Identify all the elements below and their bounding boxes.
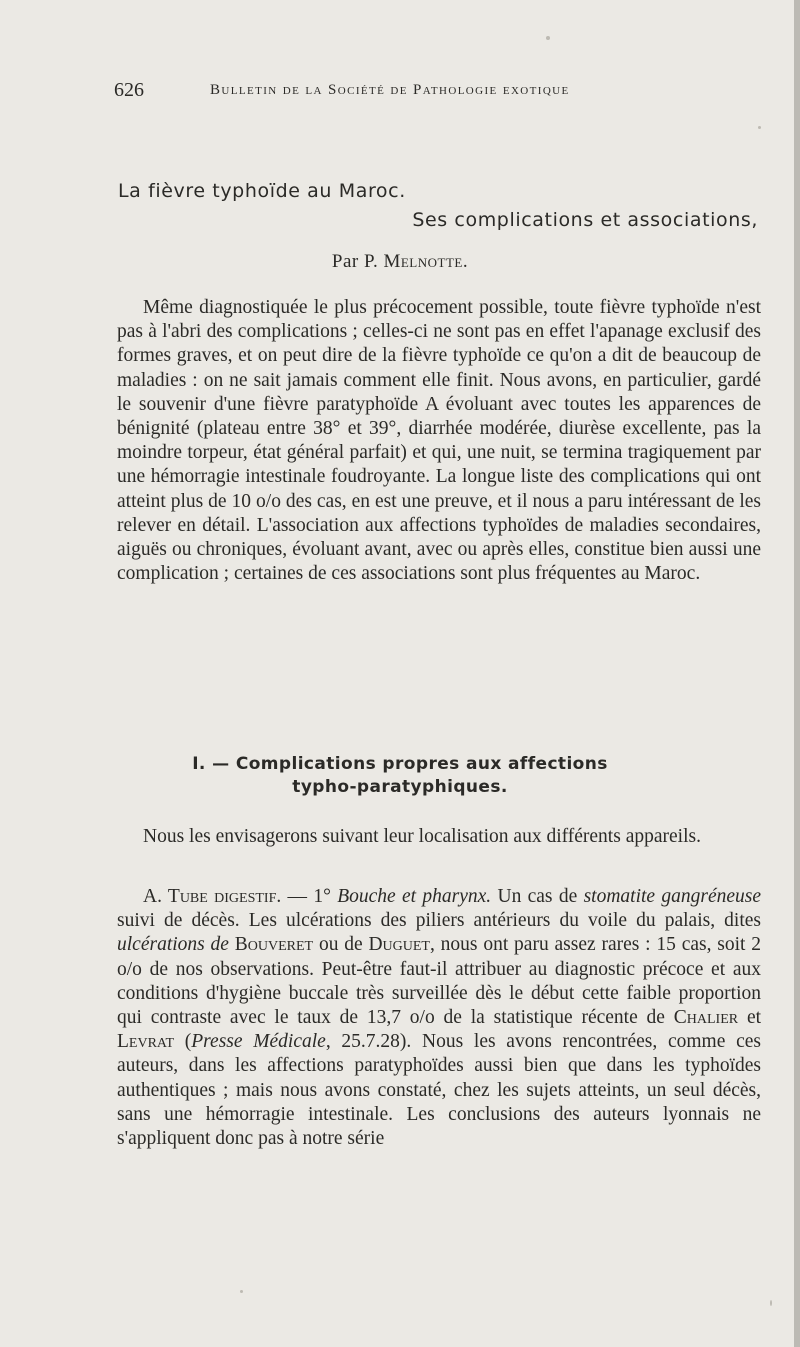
author-levrat: Levrat <box>117 1031 175 1053</box>
term-ulcerations: ulcérations de <box>117 934 229 956</box>
body-text: et <box>746 1007 762 1029</box>
subsection-a-paragraph <box>117 885 761 1151</box>
section-lead-paragraph: Nous les envisagerons suivant leur localisation aux différents appareils. <box>143 826 701 847</box>
body-text: Un cas de <box>497 886 578 907</box>
paper-speck <box>770 1300 772 1306</box>
author-chalier: Chalier <box>673 1007 739 1029</box>
paper-speck <box>546 36 550 40</box>
dash: — <box>287 886 308 907</box>
page-number: 626 <box>114 79 144 101</box>
byline-prefix: Par P. <box>331 251 379 272</box>
page-header <box>114 79 764 105</box>
running-title: Bulletin de la Société de Pathologie exotique <box>210 82 570 98</box>
subsection-label: A. Tube digestif. <box>143 886 282 907</box>
intro-paragraph: Même diagnostiquée le plus précocement possible, toute fièvre typhoïde n'est pas à l'abri des complications ; celles-ci ne sont pas en effet l'apanage exclusif des formes graves, et on peut dire de la fièvre typhoïde ce qu'on a dit de beaucoup de maladies : on ne sait jamais comment elle finit. Nous avons, en particulier, gardé le souvenir d'une fièvre paratyphoïde A évoluant avec toutes les apparences de bénignité (plateau entre 38° et 39°, diarrhée modérée, diurèse excellente, pas la moindre torpeur, état général parfait) et qui, une nuit, se termina tragiquement par une hémorragie intestinale foudroyante. La longue liste des complications qui ont atteint plus de 10 o/o des cas, en est une preuve, et il nous a paru intéressant de les relever en détail. L'association aux affections typhoïdes de maladies secondaires, aiguës ou chroniques, évoluant avant, avec ou après elles, constitue bien aussi une complication ; certaines de ces associations sont plus fréquentes au Maroc. <box>117 297 761 585</box>
body-text: suivi de décès. Les ulcérations des piliers antérieurs du voile du palais, dites <box>117 910 761 932</box>
body-text: , nous ont paru assez rares : 15 cas, soit 2 o/o de nos observations. Peut-être faut-il attribuer au diagnostic précoce et aux conditions d'hygiène buccale très surveillée dès le début cette faible proportion qui contraste avec le taux de 13,7 o/o de la statistique récente de <box>117 934 762 1029</box>
page-edge-shadow <box>794 0 800 1347</box>
section-heading-line1: I. — Complications propres aux affections <box>192 754 608 774</box>
term-stomatite: stomatite gangréneuse <box>583 886 762 907</box>
author-duguet: Duguet <box>368 934 430 956</box>
byline <box>0 251 800 273</box>
body-text: , 25.7.28). Nous les avons rencontrées, comme ces auteurs, dans les affections paratyphoïdes aussi bien que dans les typhoïdes authentiques ; mais nous avons constaté, chez les sujets atteints, un seul décès, sans une hémorragie intestinale. Les conclusions des auteurs lyonnais ne s'appliquent donc pas à notre série <box>117 1031 762 1150</box>
paper-speck <box>758 126 761 129</box>
open-paren: ( <box>184 1031 192 1053</box>
journal-name: Presse Médicale <box>191 1031 326 1053</box>
paper-speck <box>240 1290 243 1293</box>
article-title-line1: La fièvre typhoïde au Maroc. <box>118 180 406 202</box>
article-title-line2: Ses complications et associations, <box>412 209 758 231</box>
body-text: ou de <box>318 934 363 956</box>
item-number: 1° <box>313 886 331 907</box>
author-bouveret: Bouveret <box>234 934 314 956</box>
author-name: Melnotte. <box>383 251 469 272</box>
subsection-subtitle: Bouche et pharynx. <box>337 886 492 907</box>
section-heading-line2: typho-paratyphiques. <box>292 777 508 797</box>
